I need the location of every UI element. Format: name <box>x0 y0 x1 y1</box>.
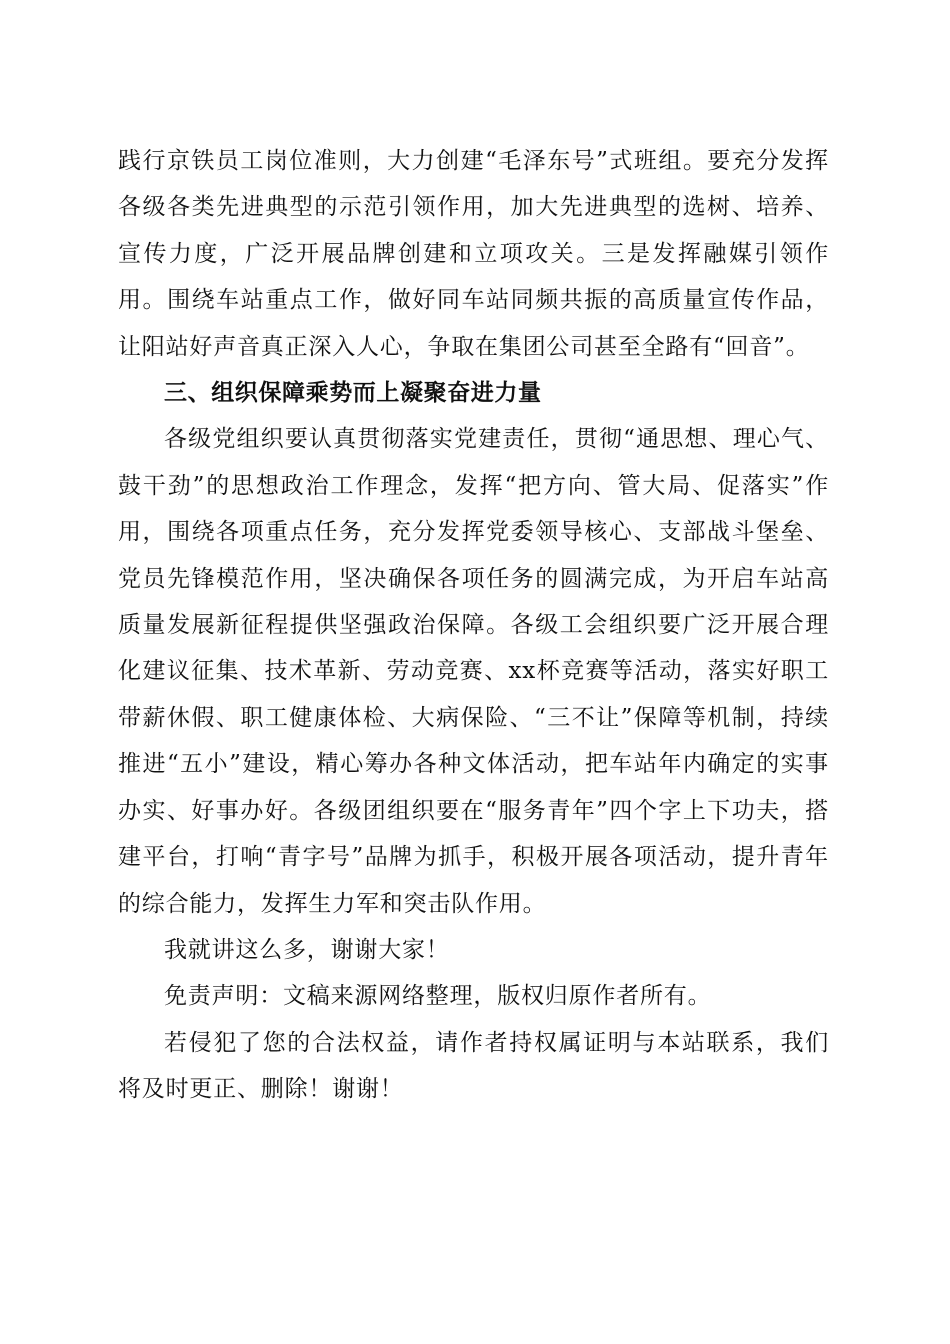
section-heading-3: 三、组织保障乘势而上凝聚奋进力量 <box>164 380 542 407</box>
paragraph-disclaimer: 免责声明：文稿来源网络整理，版权归原作者所有。 <box>164 983 712 1010</box>
paragraph-continuation: 践行京铁员工岗位准则，大力创建“毛泽东号”式班组。要充分发挥各级各类先进典型的示范引领作用，加大先进典型的选树、培养、宣传力度，广泛开展品牌创建和立项攻关。三是发挥融媒引领作用。围绕车站重点工作，做好同车站同频共振的高质量宣传作品，让阳站好声音真正深入人心，争取在集团公司甚至全路有“回音”。 <box>118 148 829 360</box>
paragraph-organization: 各级党组织要认真贯彻落实党建责任，贯彻“通思想、理心气、鼓干劲”的思想政治工作理念，发挥“把方向、管大局、促落实”作用，围绕各项重点任务，充分发挥党委领导核心、支部战斗堡垒、党员先锋模范作用，坚决确保各项任务的圆满完成，为开启车站高质量发展新征程提供坚强政治保障。各级工会组织要广泛开展合理化建议征集、技术革新、劳动竞赛、xx杯竞赛等活动，落实好职工带薪休假、职工健康体检、大病保险、“三不让”保障等机制，持续推进“五小”建设，精心筹办各种文体活动，把车站年内确定的实事办实、好事办好。各级团组织要在“服务青年”四个字上下功夫，搭建平台，打响“青字号”品牌为抓手，积极开展各项活动，提升青年的综合能力，发挥生力军和突击队作用。 <box>118 426 829 917</box>
paragraph-closing: 我就讲这么多，谢谢大家！ <box>164 936 450 963</box>
document-body <box>118 138 829 1113</box>
paragraph-infringement-notice: 若侵犯了您的合法权益，请作者持权属证明与本站联系，我们将及时更正、删除！谢谢！ <box>118 1029 829 1103</box>
